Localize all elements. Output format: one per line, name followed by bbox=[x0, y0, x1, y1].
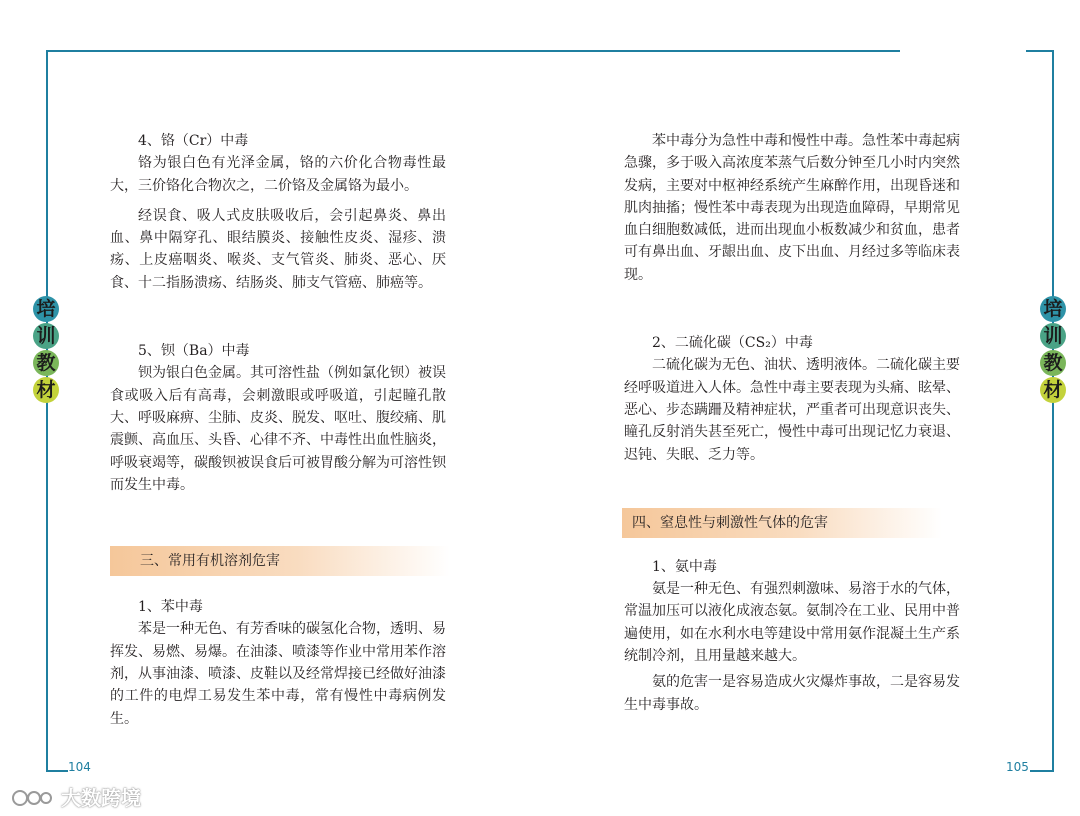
badge-char: 材 bbox=[33, 377, 59, 403]
chromium-paragraph-1: 铬为银白色有光泽金属，铬的六价化合物毒性最大，三价铬化合物次之，二价铬及金属铬为最小。 bbox=[110, 155, 446, 194]
side-badge-right bbox=[1040, 296, 1068, 404]
ammonia-heading: 1、氨中毒 bbox=[652, 558, 717, 575]
right-page bbox=[624, 130, 960, 716]
section-title-bar: 三、常用有机溶剂危害 bbox=[110, 546, 450, 576]
badge-char: 教 bbox=[33, 350, 59, 376]
side-badge-left bbox=[33, 296, 61, 404]
chromium-heading: 4、铬（Cr）中毒 bbox=[138, 133, 249, 149]
badge-char: 教 bbox=[1040, 350, 1066, 376]
page-number-right: 105 bbox=[1006, 760, 1029, 774]
watermark-text: 大数跨境 bbox=[60, 786, 141, 810]
page-number-left: 104 bbox=[68, 760, 91, 774]
barium-paragraph-1: 钡为银白色金属。其可溶性盐（例如氯化钡）被误食或吸入后有高毒，会刺激眼或呼吸道，引起瞳孔散大、呼吸麻痹、尘肺、皮炎、脱发、呕吐、腹绞痛、肌震颤、高血压、头昏、心律不齐、中毒性出血性脑炎，呼吸衰竭等，碳酸钡被误食后可被胃酸分解为可溶性钡而发生中毒。 bbox=[110, 365, 446, 493]
cs2-heading: 2、二硫化碳（CS₂）中毒 bbox=[652, 335, 813, 352]
section-title-bar: 四、窒息性与刺激性气体的危害 bbox=[622, 508, 942, 538]
benzene-heading: 1、苯中毒 bbox=[138, 599, 203, 616]
badge-char: 材 bbox=[1040, 377, 1066, 403]
frame-left-vertical bbox=[46, 50, 48, 771]
frame-top-left bbox=[46, 50, 900, 52]
frame-top-right bbox=[1026, 50, 1054, 52]
badge-char: 培 bbox=[33, 296, 59, 322]
watermark bbox=[10, 782, 141, 811]
frame-right-vertical bbox=[1052, 50, 1054, 771]
barium-heading: 5、钡（Ba）中毒 bbox=[138, 343, 250, 360]
frame-bottom-right bbox=[1030, 770, 1054, 772]
benzene-cont-paragraph: 苯中毒分为急性中毒和慢性中毒。急性苯中毒起病急骤，多于吸入高浓度苯蒸气后数分钟至几小时内突然发病，主要对中枢神经系统产生麻醉作用，出现昏迷和肌肉抽搐；慢性苯中毒表现为出现造血障碍，早期常见血白细胞数减低，进而出现血小板数减少和贫血，患者可有鼻出血、牙龈出血、皮下出血、月经过多等临床表现。 bbox=[624, 133, 960, 283]
left-page bbox=[110, 130, 446, 730]
chromium-paragraph-2: 经误食、吸人式皮肤吸收后，会引起鼻炎、鼻出血、鼻中隔穿孔、眼结膜炎、接触性皮炎、湿疹、溃疡、上皮癌咽炎、喉炎、支气管炎、肺炎、恶心、厌食、十二指肠溃疡、结肠炎、肺支气管癌、肺癌等。 bbox=[110, 207, 446, 291]
ammonia-paragraph-1: 氨是一种无色、有强烈刺激味、易溶于水的气体，常温加压可以液化成液态氨。氨制冷在工业、民用中普遍使用，如在水利水电等建设中常用氨作混凝土生产系统制冷剂，且用量越来越大。 bbox=[624, 581, 960, 665]
frame-bottom-left bbox=[46, 770, 68, 772]
badge-char: 培 bbox=[1040, 296, 1066, 322]
benzene-paragraph-1: 苯是一种无色、有芳香味的碳氢化合物，透明、易挥发、易燃、易爆。在油漆、喷漆等作业中常用苯作溶剂，从事油漆、喷漆、皮鞋以及经常焊接已经做好油漆的工件的电焊工易发生苯中毒，常有慢性中毒病例发生。 bbox=[110, 621, 446, 727]
badge-char: 训 bbox=[1040, 323, 1066, 349]
badge-char: 训 bbox=[33, 323, 59, 349]
cs2-paragraph-1: 二硫化碳为无色、油状、透明液体。二硫化碳主要经呼吸道进入人体。急性中毒主要表现为头痛、眩晕、恶心、步态蹒跚及精神症状，严重者可出现意识丧失、瞳孔反射消失甚至死亡，慢性中毒可出现记忆力衰退、迟钝、失眠、乏力等。 bbox=[624, 357, 960, 463]
ammonia-paragraph-2: 氨的危害一是容易造成火灾爆炸事故，二是容易发生中毒事故。 bbox=[624, 674, 960, 713]
watermark-logo-icon bbox=[10, 788, 54, 808]
